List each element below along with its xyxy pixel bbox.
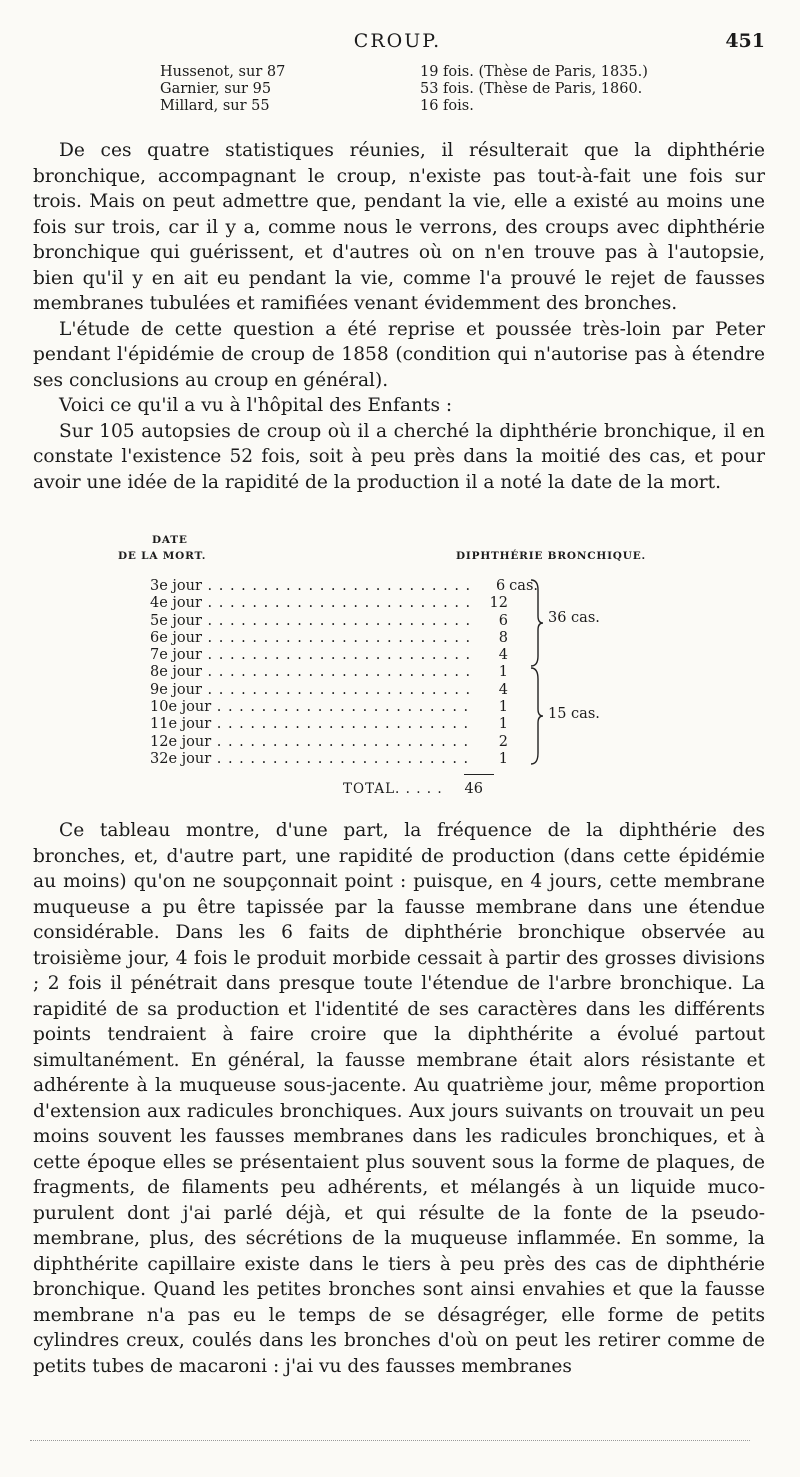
table-row bbox=[150, 613, 520, 630]
table-cell-value: 6 bbox=[476, 613, 538, 630]
statistics-author: Millard, sur 55 bbox=[160, 98, 270, 114]
table-cell-day: 5e jour . . . bbox=[150, 613, 475, 630]
table-cell-day: 8e jour . . . bbox=[150, 664, 475, 681]
table-cell-value: 4 bbox=[476, 682, 538, 699]
table-row bbox=[150, 734, 520, 751]
table-cell-day: 9e jour . . . bbox=[150, 682, 475, 699]
table-cell-value: 1 bbox=[476, 664, 538, 681]
footer-divider bbox=[30, 1440, 750, 1442]
table-cell-unit: cas. bbox=[509, 578, 538, 594]
table-cell-day: 4e jour . . . bbox=[150, 595, 475, 612]
total-row bbox=[343, 780, 493, 798]
brace-group2-icon bbox=[528, 666, 544, 766]
table-cell-value: 1 bbox=[476, 751, 538, 768]
paragraph: Ce tableau montre, d'une part, la fréquence de la diphthérie des bronches, et, d'autre part, une rapidité de production (dans cette épidémie au moins) qu'on ne soupçonnait point : puisque, en 4 jours, cette membrane muqueuse a pu être tapissée par la fausse membrane dans une étendue considérable. Dans les 6 faits de diphthérie bronchique observée au troisième jour, 4 fois le produit morbide cessait à partir des grosses divisions ; 2 fois il pénétrait dans presque toute l'étendue de l'arbre bronchique. La rapidité de sa production et l'identité de ses caractères dans les différents points tendraient à faire croire que la diphthérite a évolué partout simultanément. En général, la fausse membrane était alors résistante et adhérente à la muqueuse sous-jacente. Au quatrième jour, même proportion d'extension aux radicules bronchiques. Aux jours suivants on trouvait un peu moins souvent les fausses membranes dans les radicules bronchiques, et à cette époque elles se présentaient plus souvent sous la forme de plaques, de fragments, de filaments peu adhérents, et mélangés à un liquide muco-purulent dont j'ai parlé déjà, et qui résulte de la fonte de la pseudo-membrane, plus, des sécrétions de la muqueuse inflammée. En somme, la diphthérite capillaire existe dans le tiers à peu près des cas de diphthérie bronchique. Quand les petites bronches sont ainsi envahies et que la fausse membrane n'a pas eu le temps de se désagréger, elle forme de petits cylindres creux, coulés dans les bronches d'où on peut les retirer comme de petits tubes de macaroni : j'ai vu des fausses membranes bbox=[33, 820, 765, 1377]
statistics-count: 19 fois. (Thèse de Paris, 1835.) bbox=[420, 64, 648, 80]
table-cell-day: 3e jour . . . bbox=[150, 578, 475, 595]
group2-label: 15 cas. bbox=[548, 706, 600, 722]
total-value: 46 bbox=[464, 781, 483, 797]
table-cell-value: 2 bbox=[476, 734, 538, 751]
table-cell-day: 6e jour . . . bbox=[150, 630, 475, 647]
body-text-bottom bbox=[33, 818, 765, 1379]
column-header-value: DIPHTHÉRIE BRONCHIQUE. bbox=[456, 550, 646, 562]
table-cell-value: 8 bbox=[476, 630, 538, 647]
statistics-author: Hussenot, sur 87 bbox=[160, 64, 286, 80]
page-number: 451 bbox=[725, 30, 765, 52]
running-title: CROUP. bbox=[353, 30, 442, 52]
statistics-row bbox=[150, 81, 670, 98]
statistics-count: 53 fois. (Thèse de Paris, 1860. bbox=[420, 81, 643, 97]
running-head bbox=[30, 30, 765, 54]
statistics-row bbox=[150, 98, 670, 115]
table-rows bbox=[150, 578, 538, 768]
table-row bbox=[150, 578, 538, 595]
paragraph: Sur 105 autopsies de croup où il a cherché la diphthérie bronchique, il en constate l'existence 52 fois, soit à peu près dans la moitié des cas, et pour avoir une idée de la rapidité de la production il a noté la date de la mort. bbox=[33, 420, 765, 493]
paragraph: L'étude de cette question a été reprise et poussée très-loin par Peter pendant l'épidémie de croup de 1858 (condition qui n'autorise pas à étendre ses conclusions au croup en général). bbox=[33, 318, 765, 391]
statistics-author: Garnier, sur 95 bbox=[160, 81, 272, 97]
table-cell-day: 10e jour . . . bbox=[150, 699, 475, 716]
table-cell-value: 12 bbox=[476, 595, 538, 612]
mortality-table bbox=[0, 534, 800, 804]
table-row bbox=[150, 630, 520, 647]
table-row bbox=[150, 716, 520, 733]
body-text-top bbox=[33, 138, 765, 495]
brace-group1-icon bbox=[528, 578, 544, 668]
column-header-date-line2: DE LA MORT. bbox=[118, 550, 207, 562]
paragraph: De ces quatre statistiques réunies, il résulterait que la diphthérie bronchique, accompagnant le croup, n'existe pas tout-à-fait une fois sur trois. Mais on peut admettre que, pendant la vie, elle a existé au moins une fois sur trois, car il y a, comme nous le verrons, des croups avec diphthérie bronchique qui guérissent, et d'autres où on n'en trouve pas à l'autopsie, bien qu'il y en ait eu pendant la vie, comme l'a prouvé le rejet de fausses membranes tubulées et ramifiées venant évidemment des bronches. bbox=[33, 140, 765, 314]
group1-label: 36 cas. bbox=[548, 610, 600, 626]
column-header-date-line1: DATE bbox=[152, 534, 188, 546]
table-cell-value: 1 bbox=[476, 716, 538, 733]
table-cell-day: 11e jour . . . bbox=[150, 716, 475, 733]
table-cell-day: 12e jour . . . bbox=[150, 734, 475, 751]
statistics-row bbox=[150, 64, 670, 81]
statistics-list bbox=[150, 64, 670, 115]
table-row bbox=[150, 682, 520, 699]
table-cell-day: 7e jour . . . bbox=[150, 647, 475, 664]
table-row bbox=[150, 664, 520, 681]
table-row bbox=[150, 699, 520, 716]
table-cell-day: 32e jour . . . bbox=[150, 751, 475, 768]
table-row bbox=[150, 647, 520, 664]
paragraph: Voici ce qu'il a vu à l'hôpital des Enfants : bbox=[59, 395, 453, 416]
table-cell-value: 1 bbox=[476, 699, 538, 716]
statistics-count: 16 fois. bbox=[420, 98, 474, 114]
table-cell-value: 4 bbox=[476, 647, 538, 664]
table-row bbox=[150, 595, 520, 612]
table-cell-number: 6 bbox=[495, 578, 506, 594]
table-row bbox=[150, 751, 520, 768]
total-label: TOTAL. . . . . bbox=[343, 781, 443, 797]
total-rule bbox=[464, 774, 494, 775]
